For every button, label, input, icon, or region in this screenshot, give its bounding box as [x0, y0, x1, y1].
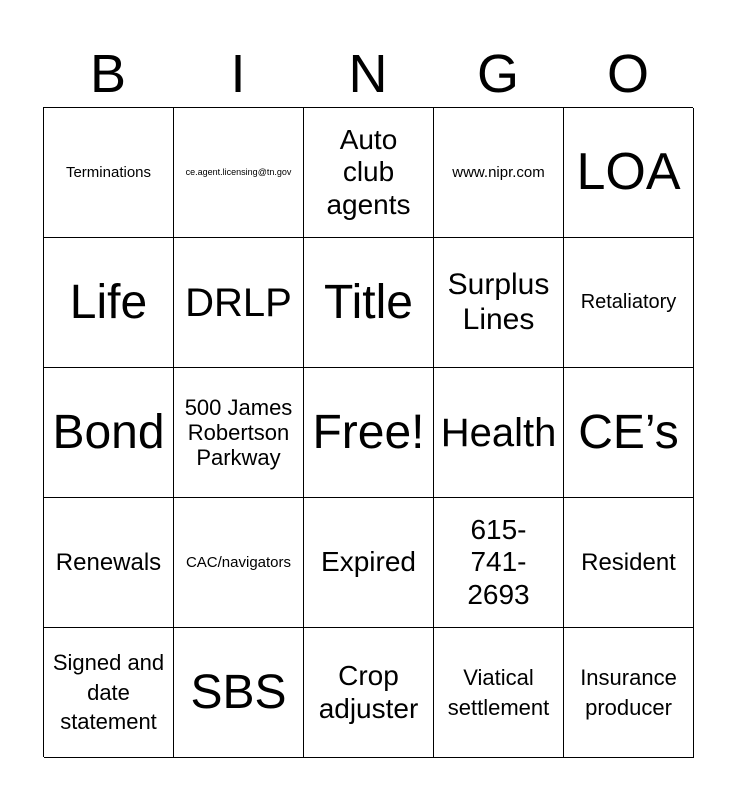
bingo-board [43, 107, 693, 757]
cell-text: 500 James Robertson Parkway [184, 394, 293, 471]
cell-text: 615-741-2693 [467, 514, 530, 610]
bingo-cell[interactable] [174, 368, 304, 498]
bingo-header [43, 42, 693, 106]
bingo-cell[interactable] [434, 498, 564, 628]
bingo-cell[interactable] [434, 238, 564, 368]
cell-text: Terminations [65, 163, 152, 181]
bingo-cell[interactable] [304, 238, 434, 368]
header-letter-o: O [606, 44, 649, 104]
cell-text: DRLP [185, 280, 292, 325]
cell-text: Signed and date statement [52, 649, 165, 735]
header-letter-n: N [348, 44, 388, 104]
bingo-cell[interactable] [44, 108, 174, 238]
cell-text: Auto club agents [326, 124, 411, 220]
bingo-cell[interactable] [304, 498, 434, 628]
cell-text: Surplus Lines [447, 268, 550, 336]
bingo-cell[interactable] [174, 498, 304, 628]
cell-text: LOA [576, 142, 681, 201]
bingo-cell[interactable] [174, 108, 304, 238]
cell-text: ce.agent.licensing@tn.gov [185, 167, 292, 178]
bingo-cell[interactable] [564, 108, 694, 238]
bingo-cell[interactable] [174, 238, 304, 368]
cell-text: CE’s [578, 405, 679, 459]
cell-text: Resident [581, 548, 676, 576]
cell-text: www.nipr.com [452, 163, 545, 181]
header-letter-b: B [89, 44, 127, 104]
cell-text: Insurance producer [580, 664, 677, 720]
cell-text: Health [440, 410, 557, 455]
bingo-cell[interactable] [564, 498, 694, 628]
bingo-cell[interactable] [304, 108, 434, 238]
bingo-cell[interactable] [304, 368, 434, 498]
bingo-cell[interactable] [434, 108, 564, 238]
cell-text: Free! [312, 405, 425, 459]
cell-text: Bond [52, 405, 165, 459]
header-letter-g: G [476, 44, 519, 104]
cell-text: SBS [190, 665, 287, 719]
cell-text: Viatical settlement [447, 664, 550, 720]
cell-text: CAC/navigators [185, 553, 292, 571]
cell-text: Life [69, 275, 148, 329]
bingo-cell[interactable] [564, 238, 694, 368]
bingo-cell[interactable] [564, 628, 694, 758]
header-letter-i: I [230, 44, 246, 104]
bingo-cell[interactable] [44, 238, 174, 368]
bingo-cell[interactable] [174, 628, 304, 758]
cell-text: Retaliatory [580, 291, 677, 313]
cell-text: Expired [321, 546, 416, 578]
cell-text: Title [324, 275, 413, 329]
bingo-cell[interactable] [304, 628, 434, 758]
bingo-cell[interactable] [434, 628, 564, 758]
bingo-cell[interactable] [44, 368, 174, 498]
cell-text: Renewals [55, 548, 162, 576]
bingo-cell[interactable] [44, 628, 174, 758]
bingo-cell[interactable] [564, 368, 694, 498]
bingo-cell[interactable] [44, 498, 174, 628]
cell-text: Crop adjuster [318, 660, 419, 724]
bingo-cell[interactable] [434, 368, 564, 498]
